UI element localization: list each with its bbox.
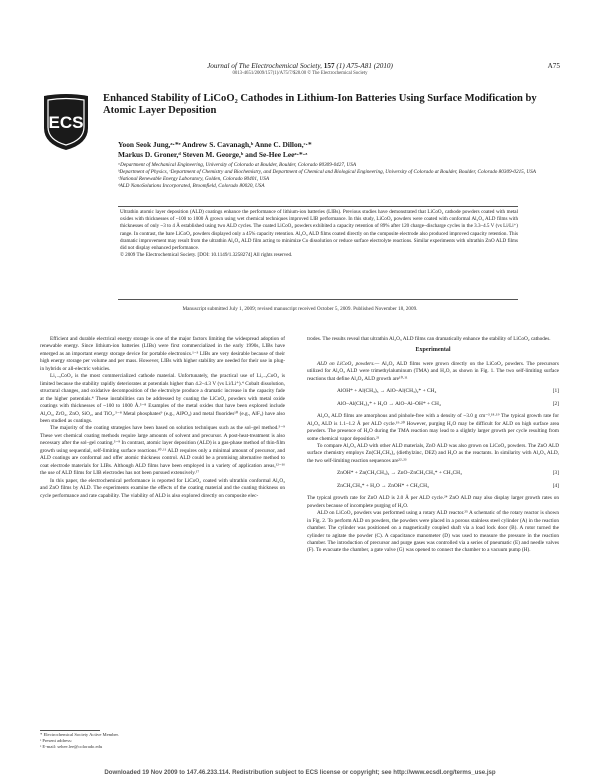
- body-paragraph: ALD on LiCoO₂ powders.— Al₂O₃ ALD films were grown directly on the LiCoO₂ powders. The precursors utilized for Al₂O₃ ALD were trimethylaluminum (TMA) and H₂O, as shown in Fig. 1. The two self-limiting surface reactions that define Al₂O₃ ALD growth are¹⁰·¹¹: [307, 360, 559, 382]
- footnote: * Electrochemical Society Active Member.: [40, 732, 119, 737]
- body-paragraph: The typical growth rate for ZnO ALD is 2.0 Å per ALD cycle.²⁴ ZnO ALD may also display larger growth rates on powders because of incomplete purging of H₂O.: [307, 495, 559, 509]
- abstract: Ultrathin atomic layer deposition (ALD) coatings enhance the performance of lithium-ion batteries (LIBs). Previous studies have demonstrated that LiCoO₂ cathode powders coated with metal oxides with thicknesses of ~100 to 1000 Å grown using wet chemical techniques improved LIB performance. In this study, LiCoO₂ powders were coated with conformal Al₂O₃ ALD films with thicknesses of only ~3 to 4 Å established using two ALD cycles. The coated LiCoO₂ powders exhibited a capacity retention of 89% after 120 charge–discharge cycles in the 3.3–4.5 V (vs Li/Li⁺) range. In contrast, the bare LiCoO₂ powders displayed only a 45% capacity retention. Al₂O₃ ALD films coated directly on the composite electrode also produced improved capacity retention. This dramatic improvement may result from the ultrathin Al₂O₃ ALD film acting to minimize Co dissolution or reduce surface electrolyte reactions. Similar experiments with ultrathin ZnO ALD films did not display enhanced performance. © 2009 The Electrochemical Society. [DOI: 10.1149/1.3258274] All rights reserved.: [120, 209, 518, 259]
- authors-line-1: Yoon Seok Jung,ᵃ·*ᵉ Andrew S. Cavanagh,ᵇ Anne C. Dillon,ᶜ·*: [118, 140, 312, 149]
- ecs-logo-icon: [40, 92, 92, 152]
- journal-name: Journal of The Electrochemical Society,: [207, 62, 322, 70]
- section-heading: Experimental: [415, 347, 451, 354]
- body-paragraph: Al₂O₃ ALD films are amorphous and pinhole-free with a density of ~3.0 g cm⁻³.¹⁸·¹⁹ The typical growth rate for Al₂O₃ ALD is 1.1–1.2 Å per ALD cycle.¹⁹·²⁰ However, purging H₂O may be difficult for ALD on high surface area powders. The presence of H₂O during the TMA reaction may lead to a slightly larger growth per cycle resulting from some chemical vapor deposition.²¹: [307, 413, 559, 442]
- affiliation-c: ᶜNational Renewable Energy Laboratory, Golden, Colorado 80401, USA: [118, 176, 270, 182]
- body-paragraph: ALD on LiCoO₂ powders was performed using a rotary ALD reactor.²⁵ A schematic of the rotary reactor is shown in Fig. 2. To perform ALD on powders, the powders were placed in a porous stainless steel cylinder (A) in the reaction chamber. The cylinder was positioned on a magnetically coupled shaft via a load lock door (B). A rotor turned the cylinder to agitate the powder (C). A capacitance manometer (D) was used to measure the pressure in the reaction chamber. The introduction of precursor and purge gases was controlled via a series of pneumatic (E) and needle valves (F). To evacuate the chamber, a gate valve (G) was opened to connect the chamber to a vacuum pump (H).: [307, 510, 559, 554]
- equation-number: [3]: [552, 470, 559, 477]
- authors: [118, 140, 558, 160]
- equation: AlOH* + Al(CH₃)₃ → AlO–Al(CH₃)₂* + CH₄ [1]: [337, 388, 559, 395]
- footnote: ᵉ Present address:: [40, 738, 73, 744]
- equation-number: [4]: [552, 482, 559, 489]
- subsection-lead: ALD on LiCoO₂ powders.—: [317, 360, 380, 367]
- body-paragraph: Efficient and durable electrical energy storage is one of the major factors limiting the widespread adoption of renewable energy. Since lithium-ion batteries (LIBs) were first commercialized in the early 1990s, LIBs have emerged as an important energy storage device for portable electronics.¹⁻³ LIBs are very desirable because of their high energy storage per volume and per mass. However, LIBs with higher stability are needed for their use in plug-in hybrids or all-electric vehicles.: [40, 336, 285, 372]
- footnotes: [40, 732, 285, 751]
- affiliation-a: ᵃDepartment of Mechanical Engineering, University of Colorado at Boulder, Boulder, Colorado 80309-0427, USA: [118, 162, 357, 168]
- equation: AlO–Al(CH₃)₂* + H₂O → AlO–Al–OH* + CH₄ [2]: [337, 400, 559, 407]
- page-number: A75: [547, 62, 560, 70]
- left-column: [40, 336, 285, 500]
- equation-number: [1]: [552, 388, 559, 395]
- journal-citation: [0, 62, 600, 70]
- download-notice: Downloaded 19 Nov 2009 to 147.46.233.114. Redistribution subject to ECS license or copyright; see http://www.ecsdl.org/terms_use.jsp: [104, 769, 496, 776]
- paper-title: Enhanced Stability of LiCoO₂ Cathodes in Lithium-Ion Batteries Using Surface Modification by Atomic Layer Deposition: [103, 93, 537, 117]
- affiliation-b: ᵇDepartment of Physics, ᶜDepartment of Chemistry and Biochemistry, and Department of Chemical and Biological Engineering, University of Colorado at Boulder, Boulder, Colorado 80309-0215, USA: [118, 169, 536, 175]
- footnote: ᶻ E-mail: sehee.lee@colorado.edu: [40, 744, 103, 750]
- body-paragraph: Li₁₋ₓCoO₂ is the most commercialized cathode material. Unfortunately, the practical use of Li₁₋ₓCoO₂ is limited because the stability rapidly deteriorates at potentials higher than 4.2–4.3 V (vs Li/Li⁺).⁴ Cobalt dissolution, structural changes, and oxidative decomposition of the electrolyte produce a dramatic increase in the capacity fade at the higher potentials.⁴ These instabilities can be addressed by coating the LiCoO₂ powders with metal oxide coatings with thicknesses of ~100 to 1000 Å.⁵⁻⁸ Examples of the metal oxides that have been explored include Al₂O₃, ZrO₂, ZnO, SiO₂, and TiO₂.⁵⁻⁸ Metal phosphates⁹ (e.g., AlPO₄) and metal fluorides¹⁰ (e.g., AlF₃) have also been studied as coatings.: [40, 373, 285, 424]
- equation: ZnCH₂CH₃* + H₂O → ZnOH* + CH₃CH₃ [4]: [337, 482, 559, 489]
- manuscript-dates: Manuscript submitted July 1, 2009; revised manuscript received October 5, 2009. Published November 18, 2009.: [182, 306, 418, 312]
- affiliations: [118, 162, 538, 190]
- equation-number: [2]: [552, 400, 559, 407]
- body-paragraph: In this paper, the electrochemical performance is reported for LiCoO₂ coated with ultrathin conformal Al₂O₃ and ZnO films by ALD. The experiments examine the effects of the coating material and the coating thickness on cycle performance and rate capability. The viability of ALD is also explored directly on composite elec-: [40, 477, 285, 499]
- journal-issue-pages: (1) A75-A81 (2010): [336, 62, 393, 70]
- affiliation-d: ᵈALD NanoSolutions Incorporated, Broomfield, Colorado 80020, USA: [118, 183, 265, 189]
- body-paragraph: trodes. The results reveal that ultrathin Al₂O₃ ALD films can dramatically enhance the stability of LiCoO₂ cathodes.: [307, 336, 551, 342]
- authors-line-2: Markus D. Groner,ᵈ Steven M. George,ᵇ and Se-Hee Leeᵃ·*·ᶻ: [118, 150, 308, 159]
- equation: ZnOH* + Zn(CH₂CH₃)₂ → ZnO–ZnCH₂CH₃* + CH₃CH₃ [3]: [337, 470, 559, 477]
- right-column: [307, 336, 559, 555]
- body-paragraph: The majority of the coating strategies have been based on solution techniques such as the sol–gel method.⁵⁻⁹ These wet chemical coating methods require large amounts of solvent and precursor. A post-heat-treatment is also necessary after the sol–gel coating.⁵⁻⁹ In contrast, atomic layer deposition (ALD) is a gas-phase method of thin-film growth using sequential, self-limiting surface reactions.¹⁰·¹¹ ALD requires only a minimal amount of precursor, and ALD coatings are conformal and offer atomic thickness control. ALD could be a promising alternative method to coat electrode materials for LIBs. Although ALD films have been employed in a variety of application areas,¹²⁻¹⁶ the use of ALD films for LIB electrodes has not been pursued extensively.¹⁷: [40, 425, 285, 477]
- issn-line: 0013-4651/2009/157(1)/A75/7/$28.00 © The Electrochemical Society: [232, 71, 368, 76]
- journal-volume: 157: [323, 62, 335, 70]
- footnote-divider: [40, 730, 100, 731]
- body-paragraph: To compare Al₂O₃ ALD with other ALD materials, ZnO ALD was also grown on LiCoO₂ powders. The ZnO ALD surface chemistry employs Zn(CH₂CH₃)₂ (diethylzinc, DEZ) and H₂O as the reactants. In similarity with Al₂O₃ ALD, the two self-limiting reaction sequences are²²·²³: [307, 442, 559, 464]
- logo-text: ECS: [48, 113, 84, 132]
